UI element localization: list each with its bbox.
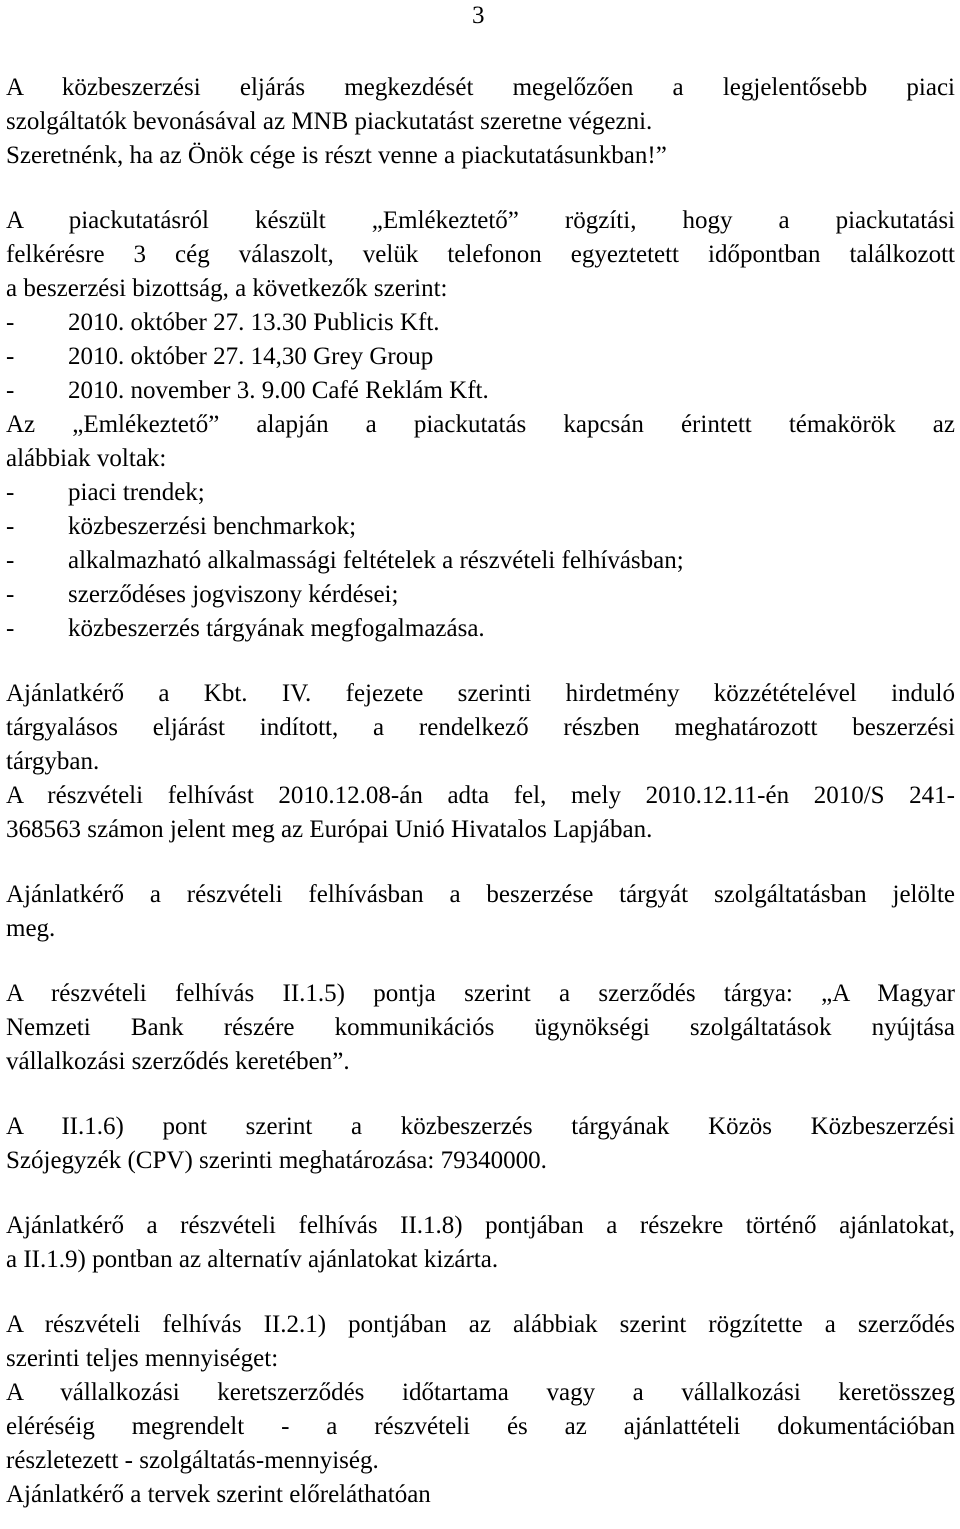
topics-list xyxy=(6,476,955,646)
quantity-paragraph xyxy=(6,1308,955,1512)
text-line: A II.1.6) pont szerint a közbeszerzés tárgyának Közös Közbeszerzési xyxy=(6,1113,955,1140)
text-line: vállalkozási szerződés keretében”. xyxy=(6,1048,350,1075)
document-body xyxy=(6,71,955,1512)
list-item: - 2010. október 27. 14,30 Grey Group xyxy=(6,340,955,374)
text-line: Ajánlatkérő a Kbt. IV. fejezete szerinti hirdetmény közzétételével induló xyxy=(6,680,955,707)
text-line: A közbeszerzési eljárás megkezdését megelőzően a legjelentősebb piaci xyxy=(6,74,955,101)
text-line: szerinti teljes mennyiséget: xyxy=(6,1345,279,1372)
text-line: tárgyban. xyxy=(6,748,100,775)
text-line: felkérésre 3 cég válaszolt, velük telefonon egyeztetett időpontban találkozott xyxy=(6,241,955,268)
meeting-text: 2010. november 3. 9.00 Café Reklám Kft. xyxy=(68,377,489,404)
memo-paragraph xyxy=(6,204,955,306)
meeting-text: 2010. október 27. 13.30 Publicis Kft. xyxy=(68,309,440,336)
text-line: alábbiak voltak: xyxy=(6,445,167,472)
topic-text: közbeszerzési benchmarkok; xyxy=(68,513,357,540)
text-line: Ajánlatkérő a részvételi felhívásban a beszerzése tárgyát szolgáltatásban jelölte xyxy=(6,881,955,908)
list-item: - közbeszerzés tárgyának megfogalmazása. xyxy=(6,612,955,646)
list-item: - 2010. november 3. 9.00 Café Reklám Kft. xyxy=(6,374,955,408)
subject-paragraph xyxy=(6,977,955,1079)
list-item: - szerződéses jogviszony kérdései; xyxy=(6,578,955,612)
text-line: Ajánlatkérő a tervek szerint előreláthatóan xyxy=(6,1481,431,1508)
cpv-paragraph xyxy=(6,1110,955,1178)
text-line: A részvételi felhívás II.2.1) pontjában az alábbiak szerint rögzítette a szerződés xyxy=(6,1311,955,1338)
text-line: Ajánlatkérő a részvételi felhívás II.1.8) pontjában a részekre történő ajánlatokat, xyxy=(6,1212,955,1239)
text-line: A részvételi felhívás II.1.5) pontja szerint a szerződés tárgya: „A Magyar xyxy=(6,980,955,1007)
list-item: - 2010. október 27. 13.30 Publicis Kft. xyxy=(6,306,955,340)
meeting-text: 2010. október 27. 14,30 Grey Group xyxy=(68,343,434,370)
text-line: 368563 számon jelent meg az Európai Unió Hivatalos Lapjában. xyxy=(6,816,653,843)
intro-paragraph xyxy=(6,71,955,173)
parts-paragraph xyxy=(6,1209,955,1277)
topic-text: közbeszerzés tárgyának megfogalmazása. xyxy=(68,615,485,642)
topic-text: alkalmazható alkalmassági feltételek a részvételi felhívásban; xyxy=(68,547,684,574)
publication-paragraph xyxy=(6,779,955,847)
text-line: A piackutatásról készült „Emlékeztető” rögzíti, hogy a piackutatási xyxy=(6,207,955,234)
list-item: - közbeszerzési benchmarkok; xyxy=(6,510,955,544)
text-line: A vállalkozási keretszerződés időtartama vagy a vállalkozási keretösszeg xyxy=(6,1379,955,1406)
text-line: a beszerzési bizottság, a következők szerint: xyxy=(6,275,448,302)
text-line: tárgyalásos eljárást indított, a rendelkező részben meghatározott beszerzési xyxy=(6,714,955,741)
topics-paragraph xyxy=(6,408,955,476)
text-line: szolgáltatók bevonásával az MNB piackutatást szeretne végezni. xyxy=(6,108,653,135)
list-item: - alkalmazható alkalmassági feltételek a részvételi felhívásban; xyxy=(6,544,955,578)
topic-text: szerződéses jogviszony kérdései; xyxy=(68,581,399,608)
text-line: eléréséig megrendelt - a részvételi és az ajánlattételi dokumentációban xyxy=(6,1413,955,1440)
text-line: Az „Emlékeztető” alapján a piackutatás kapcsán érintett témakörök az xyxy=(6,411,955,438)
page-number: 3 xyxy=(472,2,485,29)
procedure-paragraph xyxy=(6,677,955,779)
topic-text: piaci trendek; xyxy=(68,479,205,506)
text-line: részletezett - szolgáltatás-mennyiség. xyxy=(6,1447,379,1474)
text-line: Szójegyzék (CPV) szerinti meghatározása: 79340000. xyxy=(6,1147,547,1174)
text-line: a II.1.9) pontban az alternatív ajánlatokat kizárta. xyxy=(6,1246,499,1273)
text-line: meg. xyxy=(6,915,56,942)
meetings-list xyxy=(6,306,955,408)
services-paragraph xyxy=(6,878,955,946)
text-line: Nemzeti Bank részére kommunikációs ügynökségi szolgáltatások nyújtása xyxy=(6,1014,955,1041)
list-item: - piaci trendek; xyxy=(6,476,955,510)
text-line: A részvételi felhívást 2010.12.08-án adta fel, mely 2010.12.11-én 2010/S 241- xyxy=(6,782,955,809)
text-line: Szeretnénk, ha az Önök cége is részt venne a piackutatásunkban!” xyxy=(6,142,667,169)
